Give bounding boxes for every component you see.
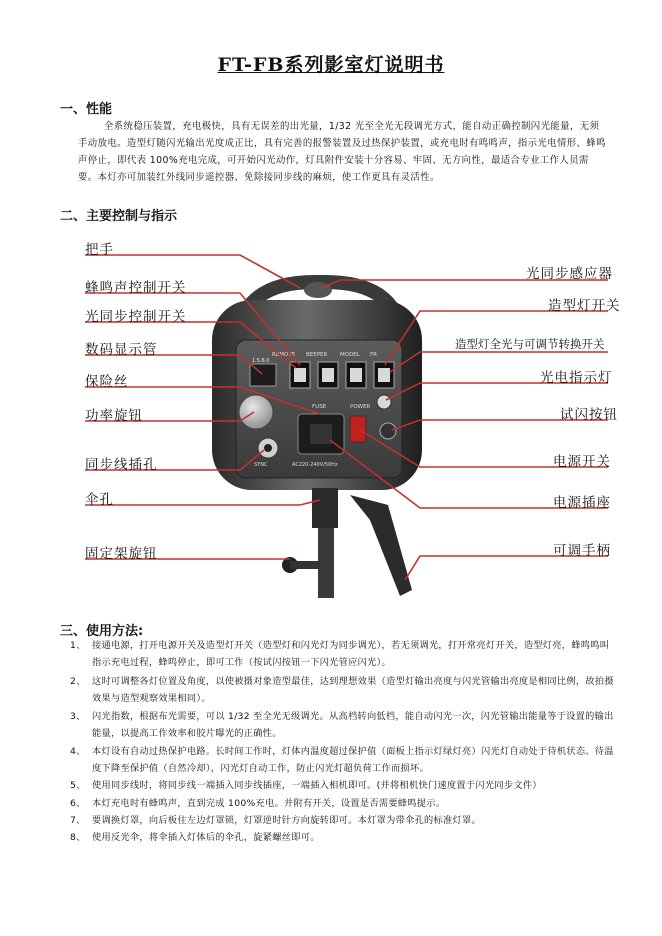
panel-voltage-label: AC220-240V/50Hz xyxy=(292,462,338,468)
section1-body: 全系统稳压装置，充电极快，具有无误差的出光量，1/32 光至全光无段调光方式，能自动正确控制闪光能量，无须手动放电。造型灯随闪光输出光度成正比，具有完善的报警装置及过热保护装置，或充电时有鸣鸣声，指示光电情形、蜂鸣声停止，即代表 100%充电完成，可开始闪光动作，灯具附件安装十分容易、牢固、无方向性，最适合专业工作人员需要。本灯亦可加装红外线同步遥控器、免除接同步线的麻烦，使工作更具有灵活性。 xyxy=(78,121,606,183)
section2-heading: 二、主要控制与指示 xyxy=(60,209,178,224)
section3-heading: 三、使用方法: xyxy=(60,624,144,639)
test-button xyxy=(380,423,396,439)
panel-sync-label: SYNC xyxy=(254,462,268,468)
label-light-sync-switch: 光同步控制开关 xyxy=(85,309,187,325)
label-umbrella-hole: 伞孔 xyxy=(85,492,114,508)
usage-item-number: 5、 xyxy=(70,780,86,791)
display-readout: 1.5.6.0 xyxy=(252,358,270,364)
label-modeling-lamp-switch: 造型灯开关 xyxy=(548,298,621,314)
panel-power-label: POWER xyxy=(350,404,371,410)
usage-item-8 xyxy=(70,829,615,846)
usage-item-text: 接通电源，打开电源开关及造型灯开关（造型灯和闪光灯为同步调光），若无须调光，打开常亮灯开关，造型灯亮，蜂鸣鸣叫指示充电过程，蜂鸣停止，即可工作（按试闪按钮一下闪光管应闪光）。 xyxy=(92,640,610,668)
label-power-knob: 功率旋钮 xyxy=(85,408,143,424)
usage-item-3 xyxy=(70,708,615,742)
power-switch xyxy=(350,416,366,442)
panel-beeper-label: BEEPER xyxy=(306,352,328,358)
usage-item-text: 闪光指数，根据布光需要，可以 1/32 至全光无级调光。从高档转向低档，能自动闪光一次，闪光管输出能量等于设置的输出能量，以提高工作效率和胶片曝光的正确性。 xyxy=(92,711,614,739)
usage-item-7 xyxy=(70,812,615,829)
usage-item-number: 1、 xyxy=(70,640,86,651)
bracket-stem xyxy=(318,528,334,598)
usage-item-text: 使用同步线时，将同步线一端插入同步线插座，一端插入相机即可。(并将相机快门速度置于闪光同步文件） xyxy=(92,780,542,791)
photo-indicator-lamp xyxy=(377,395,391,409)
usage-item-text: 本灯设有自动过热保护电路。长时间工作时，灯体内温度超过保护值（面板上指示灯绿灯亮）闪光灯自动处于待机状态。待温度下降至保护值（自然冷却），闪光灯自动工作，防止闪光灯超负荷工作而损坏。 xyxy=(92,746,614,774)
power-knob xyxy=(239,395,273,429)
label-power-switch: 电源开关 xyxy=(553,454,611,470)
label-beeper-switch: 蜂鸣声控制开关 xyxy=(85,280,187,296)
label-sync-jack: 同步线插孔 xyxy=(85,457,158,473)
usage-item-5 xyxy=(70,777,615,794)
light-sync-switch-rocker xyxy=(294,368,306,382)
label-full-variable-switch: 造型灯全光与可调节转换开关 xyxy=(455,337,605,351)
label-digital-display: 数码显示管 xyxy=(85,342,158,358)
panel-fuse-label: FUSE xyxy=(312,404,327,410)
usage-item-text: 本灯充电时有蜂鸣声，直到完成 100%充电。并附有开关，设置是否需要蜂鸣提示。 xyxy=(92,798,446,809)
bracket-knob-shaft xyxy=(290,561,320,569)
document-title: FT-FB系列影室灯说明书 xyxy=(217,54,445,76)
label-handle: 把手 xyxy=(85,242,114,258)
panel-fr-label: FR xyxy=(370,352,377,358)
section1-heading: 一、性能 xyxy=(60,102,113,117)
usage-item-number: 7、 xyxy=(70,815,86,826)
label-photo-indicator: 光电指示灯 xyxy=(540,370,613,386)
full-variable-switch-rocker xyxy=(378,368,390,382)
panel-model-label: MODEL xyxy=(340,352,360,358)
usage-item-number: 8、 xyxy=(70,832,86,843)
light-sync-sensor xyxy=(304,282,332,298)
label-light-sync-sensor: 光同步感应器 xyxy=(526,266,613,282)
usage-item-6 xyxy=(70,795,615,812)
usage-item-4 xyxy=(70,743,615,777)
usage-item-1 xyxy=(70,637,615,671)
label-adjustable-handle: 可调手柄 xyxy=(553,543,611,559)
modeling-lamp-switch-rocker xyxy=(350,368,362,382)
usage-item-number: 3、 xyxy=(70,711,86,722)
label-power-socket: 电源插座 xyxy=(553,495,611,511)
label-fuse: 保险丝 xyxy=(85,374,129,390)
usage-item-number: 4、 xyxy=(70,746,86,757)
umbrella-hole-mount xyxy=(312,488,338,528)
beeper-switch-rocker xyxy=(322,368,334,382)
power-socket-inlet xyxy=(310,424,332,444)
usage-item-number: 6、 xyxy=(70,798,86,809)
panel-remote-label: REMOTE xyxy=(272,352,296,358)
usage-item-2 xyxy=(70,673,615,707)
usage-item-number: 2、 xyxy=(70,676,86,687)
label-bracket-knob: 固定架旋钮 xyxy=(85,546,158,562)
usage-item-text: 要调换灯罩，向后板住左边灯罩锁，灯罩逆时针方向旋转即可。本灯罩为带伞孔的标准灯罩。 xyxy=(92,815,481,826)
adjustable-handle xyxy=(350,495,412,596)
sync-jack-hole xyxy=(264,444,272,452)
label-test-button: 试闪按钮 xyxy=(560,407,618,423)
usage-item-text: 使用反光伞，将伞插入灯体后的伞孔，旋紧螺丝即可。 xyxy=(92,832,320,843)
usage-item-text: 这时可调整各灯位置及角度，以使被摄对象造型最佳，达到理想效果（造型灯输出亮度与闪光管输出亮度是相同比例，故拍摄效果与造型观察效果相同）。 xyxy=(92,676,614,704)
